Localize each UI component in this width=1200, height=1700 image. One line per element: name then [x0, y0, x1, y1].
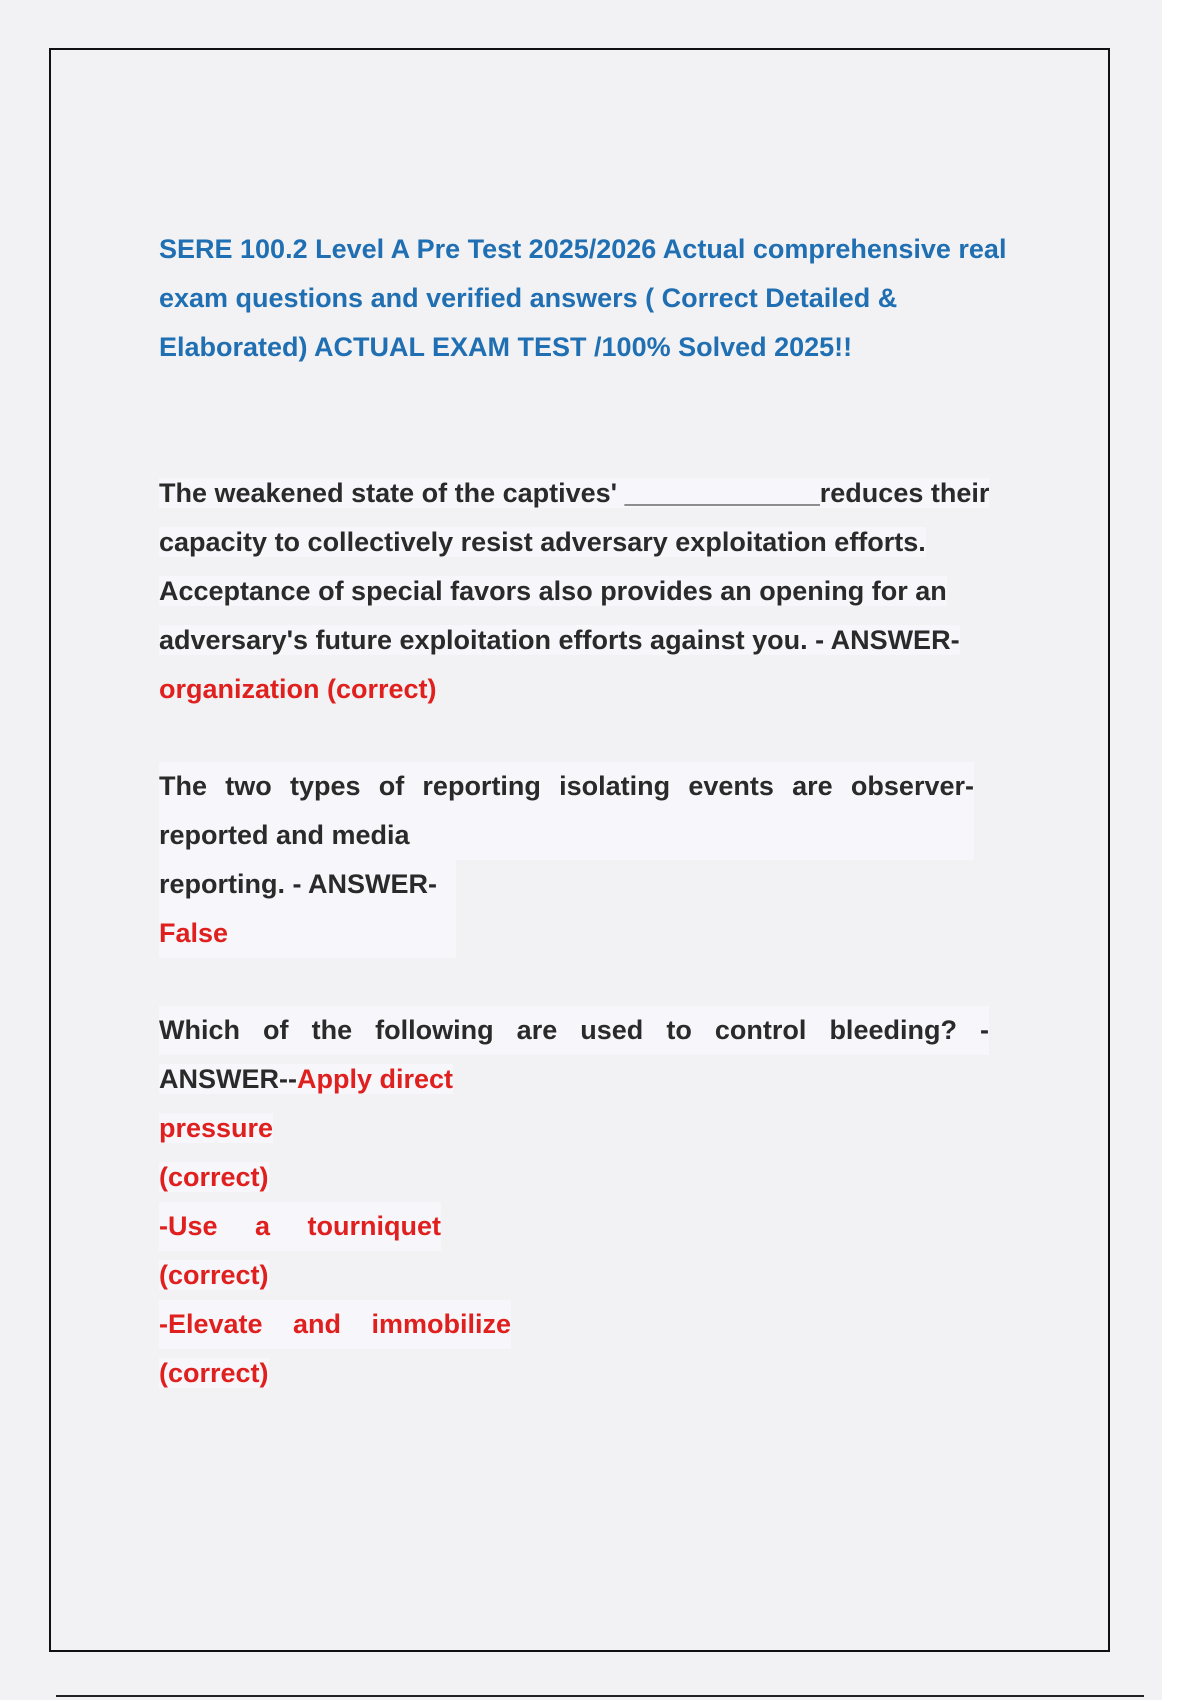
question-2-answer: False — [159, 909, 456, 958]
document-title: SERE 100.2 Level A Pre Test 2025/2026 Actual comprehensive real exam questions and verified answers ( Correct Detailed & Elaborated) ACTUAL EXAM TEST /100% Solved 2025!! — [159, 234, 1007, 362]
question-2-line-1: The two types of reporting isolating events are observer- — [159, 762, 974, 811]
question-2-line-3: reporting. - ANSWER- — [159, 860, 456, 909]
question-3 — [159, 1006, 989, 1398]
next-page-edge — [56, 1695, 1144, 1697]
question-3-answer-2: pressure — [159, 1113, 274, 1143]
question-3-answer-5: (correct) — [159, 1260, 269, 1290]
question-2 — [159, 762, 974, 958]
question-3-line-2: ANSWER-- — [159, 1064, 297, 1094]
question-1-text: The weakened state of the captives' _____________reduces their capacity to collectively resist adversary exploitation efforts. Acceptance of special favors also provides an opening for an adversary's future exploitation efforts against you. - ANSWER- — [159, 478, 990, 655]
question-2-line-2: reported and media — [159, 811, 974, 860]
question-3-answer-6: -Elevate and immobilize — [159, 1300, 511, 1349]
page-margin-strip — [1162, 0, 1200, 1700]
question-3-answer-4: -Use a tourniquet — [159, 1202, 441, 1251]
question-3-answer-1: Apply direct — [296, 1064, 454, 1094]
question-3-line-1: Which of the following are used to control bleeding? - — [159, 1006, 989, 1055]
question-3-answer-3: (correct) — [159, 1162, 269, 1192]
question-1 — [159, 469, 1019, 714]
question-1-answer: organization (correct) — [159, 674, 437, 704]
question-3-answer-7: (correct) — [159, 1358, 269, 1388]
